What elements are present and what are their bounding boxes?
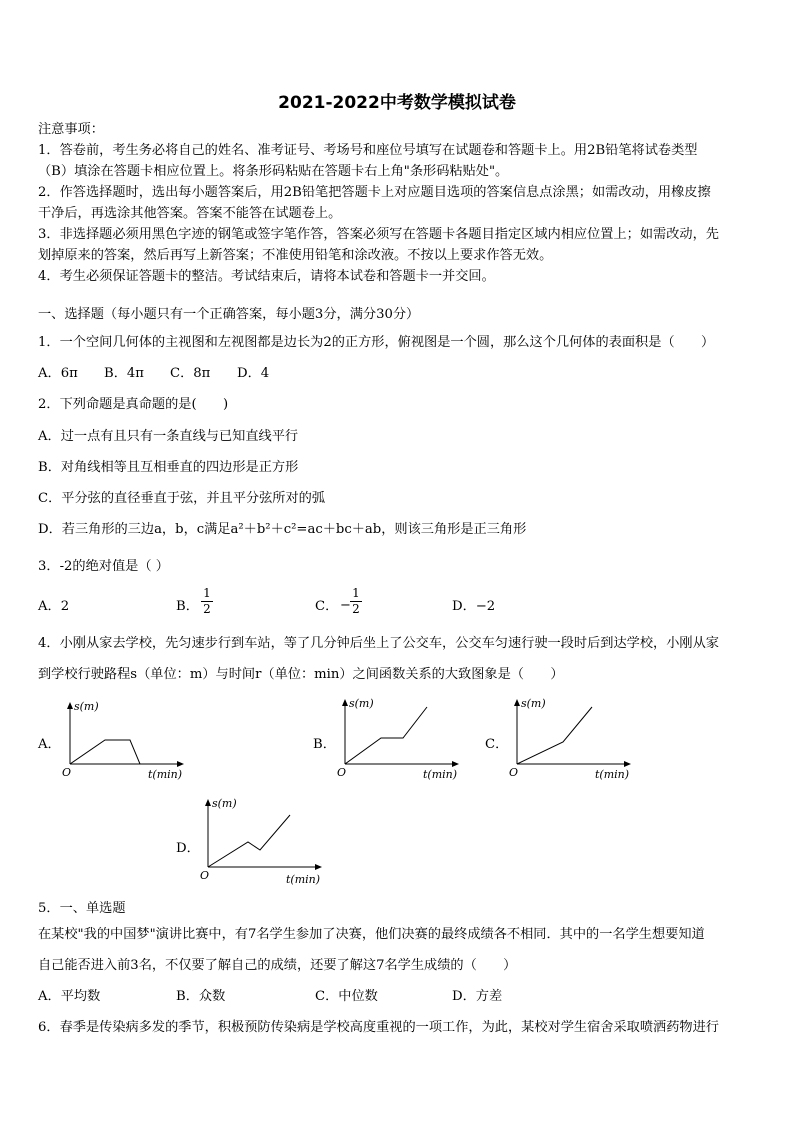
y-axis-arrow bbox=[514, 699, 520, 706]
q4-graph-c bbox=[507, 697, 637, 782]
q1-option-b: B．4π bbox=[104, 366, 144, 381]
page-title: 2021-2022中考数学模拟试卷 bbox=[278, 93, 516, 113]
q2-option-d: D．若三角形的三边a，b，c满足a²＋b²＋c²=ac＋bc＋ab，则该三角形是正三角形 bbox=[38, 522, 527, 537]
q5-option-b: B．众数 bbox=[176, 989, 226, 1004]
y-axis-label: s(m) bbox=[521, 697, 546, 710]
q1-option-d: D．4 bbox=[237, 366, 270, 381]
q3-option-d: D．−2 bbox=[452, 599, 496, 614]
q4-option-c-label: C． bbox=[485, 737, 509, 752]
q4-graph-b bbox=[335, 697, 465, 782]
x-axis-arrow bbox=[315, 864, 322, 870]
origin-label: O bbox=[337, 766, 347, 779]
graph-line bbox=[345, 707, 427, 764]
graph-line bbox=[208, 815, 290, 867]
q1-option-c: C．8π bbox=[170, 366, 211, 381]
q4-graph-d bbox=[198, 797, 328, 887]
x-axis-arrow bbox=[452, 761, 459, 767]
notes-line: （B）填涂在答题卡相应位置上。将条形码粘贴在答题卡右上角"条形码粘贴处"。 bbox=[38, 164, 509, 179]
question-5-stem: 在某校"我的中国梦"演讲比赛中，有7名学生参加了决赛，他们决赛的最终成绩各不相同．其中的一名学生想要知道 bbox=[38, 927, 705, 942]
notes-line: 4．考生必须保证答题卡的整洁。考试结束后，请将本试卷和答题卡一并交回。 bbox=[38, 269, 495, 284]
notes-line: 2．作答选择题时，选出每小题答案后，用2B铅笔把答题卡上对应题目选项的答案信息点涂黑；如需改动，用橡皮擦 bbox=[38, 185, 711, 200]
y-axis-label: s(m) bbox=[349, 697, 374, 710]
x-axis-arrow bbox=[177, 761, 184, 767]
y-axis-label: s(m) bbox=[74, 700, 99, 713]
fraction-numerator: 1 bbox=[352, 586, 360, 600]
q2-option-c: C．平分弦的直径垂直于弦，并且平分弦所对的弧 bbox=[38, 491, 326, 506]
question-4-stem: 4．小刚从家去学校，先匀速步行到车站，等了几分钟后坐上了公交车，公交车匀速行驶一段时后到达学校，小刚从家 bbox=[38, 636, 719, 651]
fraction-denominator: 2 bbox=[203, 602, 211, 616]
q1-option-a: A．6π bbox=[38, 366, 78, 381]
q4-option-a-label: A． bbox=[38, 737, 61, 752]
q2-option-a: A．过一点有且只有一条直线与已知直线平行 bbox=[38, 429, 299, 444]
notes-line: 3．非选择题必须用黑色字迹的钢笔或签字笔作答，答案必须写在答题卡各题目指定区域内相应位置上；如需改动，先 bbox=[38, 227, 719, 242]
q3-option-c-fraction bbox=[350, 587, 362, 616]
notes-heading: 注意事项： bbox=[38, 122, 104, 137]
section-heading: 一、选择题（每小题只有一个正确答案，每小题3分，满分30分） bbox=[38, 307, 420, 322]
q5-option-d: D．方差 bbox=[452, 989, 503, 1004]
question-1-stem: 1．一个空间几何体的主视图和左视图都是边长为2的正方形，俯视图是一个圆，那么这个几何体的表面积是（ ） bbox=[38, 335, 715, 350]
y-axis-arrow bbox=[342, 699, 348, 706]
q3-option-c-minus: − bbox=[340, 598, 351, 613]
origin-label: O bbox=[509, 766, 519, 779]
x-axis-label: t(min) bbox=[595, 768, 630, 781]
q4-graph-a bbox=[60, 700, 190, 782]
x-axis-label: t(min) bbox=[423, 768, 458, 781]
notes-line: 干净后，再选涂其他答案。答案不能答在试题卷上。 bbox=[38, 206, 342, 221]
x-axis-arrow bbox=[624, 761, 631, 767]
q4-option-b-label: B． bbox=[313, 737, 336, 752]
graph-line bbox=[517, 707, 592, 764]
question-5-stem: 自己能否进入前3名，不仅要了解自己的成绩，还要了解这7名学生成绩的（ ） bbox=[38, 958, 517, 973]
notes-line: 1．答卷前，考生务必将自己的姓名、准考证号、考场号和座位号填写在试题卷和答题卡上。用2B铅笔将试卷类型 bbox=[38, 143, 698, 158]
question-3-stem: 3．-2的绝对值是（ ） bbox=[38, 559, 169, 574]
y-axis-arrow bbox=[205, 799, 211, 806]
q3-option-c-label: C． bbox=[315, 599, 339, 614]
x-axis-label: t(min) bbox=[286, 873, 321, 886]
q4-option-d-label: D． bbox=[176, 841, 200, 856]
fraction-numerator: 1 bbox=[203, 586, 211, 600]
q5-option-c: C．中位数 bbox=[315, 989, 378, 1004]
origin-label: O bbox=[200, 869, 210, 882]
notes-line: 划掉原来的答案，然后再写上新答案；不准使用铅笔和涂改液。不按以上要求作答无效。 bbox=[38, 248, 553, 263]
y-axis-arrow bbox=[67, 702, 73, 709]
q3-option-b-label: B． bbox=[176, 599, 199, 614]
q2-option-b: B．对角线相等且互相垂直的四边形是正方形 bbox=[38, 460, 299, 475]
x-axis-label: t(min) bbox=[148, 768, 183, 781]
fraction-denominator: 2 bbox=[352, 602, 360, 616]
q3-option-b-fraction bbox=[201, 587, 213, 616]
question-2-stem: 2．下列命题是真命题的是( ) bbox=[38, 397, 229, 412]
y-axis-label: s(m) bbox=[212, 797, 237, 810]
question-5-heading: 5．一、单选题 bbox=[38, 901, 126, 916]
graph-line bbox=[70, 740, 140, 764]
origin-label: O bbox=[62, 766, 72, 779]
question-4-stem: 到学校行驶路程s（单位：m）与时间r（单位：min）之间函数关系的大致图象是（ ） bbox=[38, 667, 564, 682]
q3-option-a: A．2 bbox=[38, 599, 70, 614]
question-6-stem: 6．春季是传染病多发的季节，积极预防传染病是学校高度重视的一项工作，为此，某校对学生宿舍采取喷洒药物进行 bbox=[38, 1020, 719, 1035]
q5-option-a: A．平均数 bbox=[38, 989, 101, 1004]
